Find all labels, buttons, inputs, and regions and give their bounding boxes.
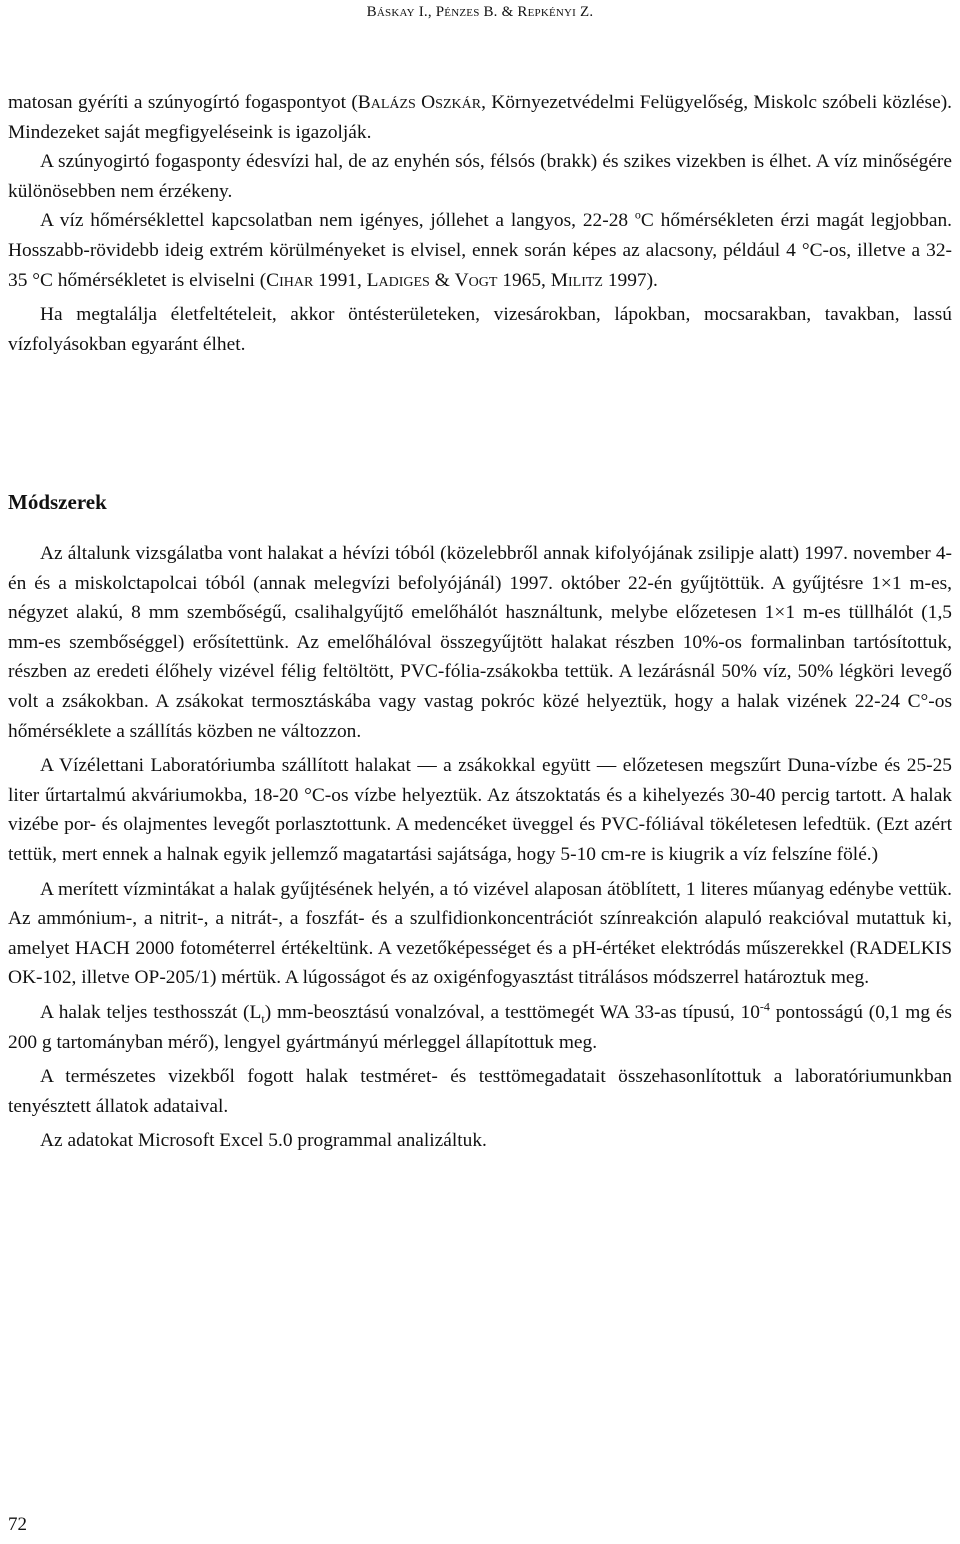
text-run: pontosságú (0,1 mg és 200 g tartományban mérő), lengyel gyártmányú mérleggel állapítottuk meg.	[8, 1001, 952, 1053]
text-run: t	[261, 1011, 265, 1026]
body-paragraph	[8, 300, 952, 359]
methods-section	[8, 539, 952, 1156]
text-run: A természetes vizekből fogott halak testméret- és testtömegadatait összehasonlítottuk a laboratóriumunkban tenyésztett állatok adataival.	[8, 1066, 952, 1117]
page-number: 72	[8, 1514, 27, 1535]
section-heading-methods: Módszerek	[8, 490, 107, 514]
text-run: , Környezetvédelmi Felügyelőség, Miskolc szóbeli közlése). Mindezeket saját megfigyeléseink is igazolják.	[8, 92, 952, 143]
text-run: C hőmérsékleten érzi magát legjobban. Hosszabb-rövidebb ideig extrém körülményeket is elvisel, ennek során képes az alacsony, például 4 °C-os, illetve a 32-35 °C hőmérsékletet is elviselni (	[8, 210, 952, 291]
text-run: Militz	[550, 269, 603, 291]
text-run: Cihar	[266, 269, 314, 291]
text-run: 1997).	[602, 269, 658, 291]
body-paragraph	[8, 998, 952, 1057]
text-run: Balázs Oszkár	[357, 92, 482, 113]
text-run: &	[429, 269, 455, 291]
text-run: o	[634, 207, 641, 222]
text-run: Vogt	[454, 269, 498, 291]
text-run: 1965,	[497, 269, 551, 291]
running-header	[0, 4, 960, 21]
text-run: A halak teljes testhosszát (L	[40, 1001, 262, 1023]
text-run: matosan gyéríti a szúnyogírtó fogaspontyot (	[8, 92, 358, 113]
text-run: Ladiges	[366, 269, 430, 291]
text-run: A szúnyogirtó fogasponty édesvízi hal, de az enyhén sós, félsós (brakk) és szikes vizekben is élhet. A víz minőségére különösebben nem érzékeny.	[8, 151, 952, 202]
body-paragraph	[8, 751, 952, 869]
body-paragraph	[8, 206, 952, 295]
body-paragraph	[8, 1062, 952, 1121]
body-paragraph	[8, 88, 952, 147]
text-run: -4	[759, 999, 770, 1014]
text-run: A Vízélettani Laboratóriumba szállított halakat ― a zsákokkal együtt ― előzetesen megszűrt Duna-vízbe és 25-25 liter űrtartalmú akváriumokba, 18-20 °C-os vízbe helyeztük. Az átszoktatás és a kihelyezés 30-40 percig tartott. A halak vizébe por- és olajmentes levegőt porlasztottunk. A medencéket üveggel és PVC-fóliával tökéletesen lefedtük. (Ezt azért tettük, mert ennek a halnak egyik jellemző magatartási sajátsága, hogy 5-10 cm-re is kiugrik a víz felszíne fölé.)	[8, 755, 952, 865]
body-paragraph	[8, 539, 952, 746]
intro-section	[8, 88, 952, 359]
body-paragraph	[8, 1126, 952, 1156]
text-run: Az általunk vizsgálatba vont halakat a hévízi tóból (közelebbről annak kifolyójának zsilipje alatt) 1997. november 4-én és a miskolctapolcai tóból (annak melegvízi befolyójánál) 1997. október 22-én gyűjtöttük. A gyűjtésre 1×1 m-es, négyzet alakú, 8 mm szembőségű, csalihalgyűjtő emelőhálót használtunk, melybe előzetesen 1×1 m-es tüllhálót (1,5 mm-es szembőséggel) erősítettünk. Az emelőhálóval összegyűjtött halakat részben 10%-os formalinban tartósítottuk, részben az eredeti élőhely vizével félig feltöltött, PVC-fólia-zsákokba tettük. A lezárásnál 50% víz, 50% légköri levegő volt a zsákokban. A zsákokat termosztáskába vagy vastag pokróc közé helyeztük, hogy a halak vizének 22-24 C°-os hőmérséklete a szállítás közben ne változzon.	[8, 543, 952, 742]
text-run: 1991,	[313, 269, 367, 291]
text-run: Az adatokat Microsoft Excel 5.0 programmal analizáltuk.	[40, 1130, 487, 1152]
body-paragraph	[8, 875, 952, 993]
text-run: Ha megtalálja életfeltételeit, akkor öntésterületeken, vizesárokban, lápokban, mocsarakban, tavakban, lassú vízfolyásokban egyaránt élhet.	[8, 304, 952, 355]
body-paragraph	[8, 147, 952, 206]
header-authors: Báskay I., Pénzes B. & Repkényi Z.	[366, 4, 594, 20]
text-run: A víz hőmérséklettel kapcsolatban nem igényes, jóllehet a langyos, 22-28	[40, 210, 635, 232]
text-run: A merített vízmintákat a halak gyűjtésének helyén, a tó vizével alaposan átöblített, 1 literes műanyag edénybe vettük. Az ammónium-, a nitrit-, a nitrát-, a foszfát- és a szulfidionkoncentrációt színreakción alapuló reakcióval mutattuk ki, amelyet HACH 2000 fotométerrel értékeltünk. A vezetőképességet és a pH-értéket elektródás műszerekkel (RADELKIS OK-102, illetve OP-205/1) mértük. A lúgosságot és az oxigénfogyasztást titrálásos módszerrel határoztuk meg.	[8, 878, 952, 989]
text-run: ) mm-beosztású vonalzóval, a testtömegét WA 33-as típusú, 10	[264, 1001, 760, 1023]
